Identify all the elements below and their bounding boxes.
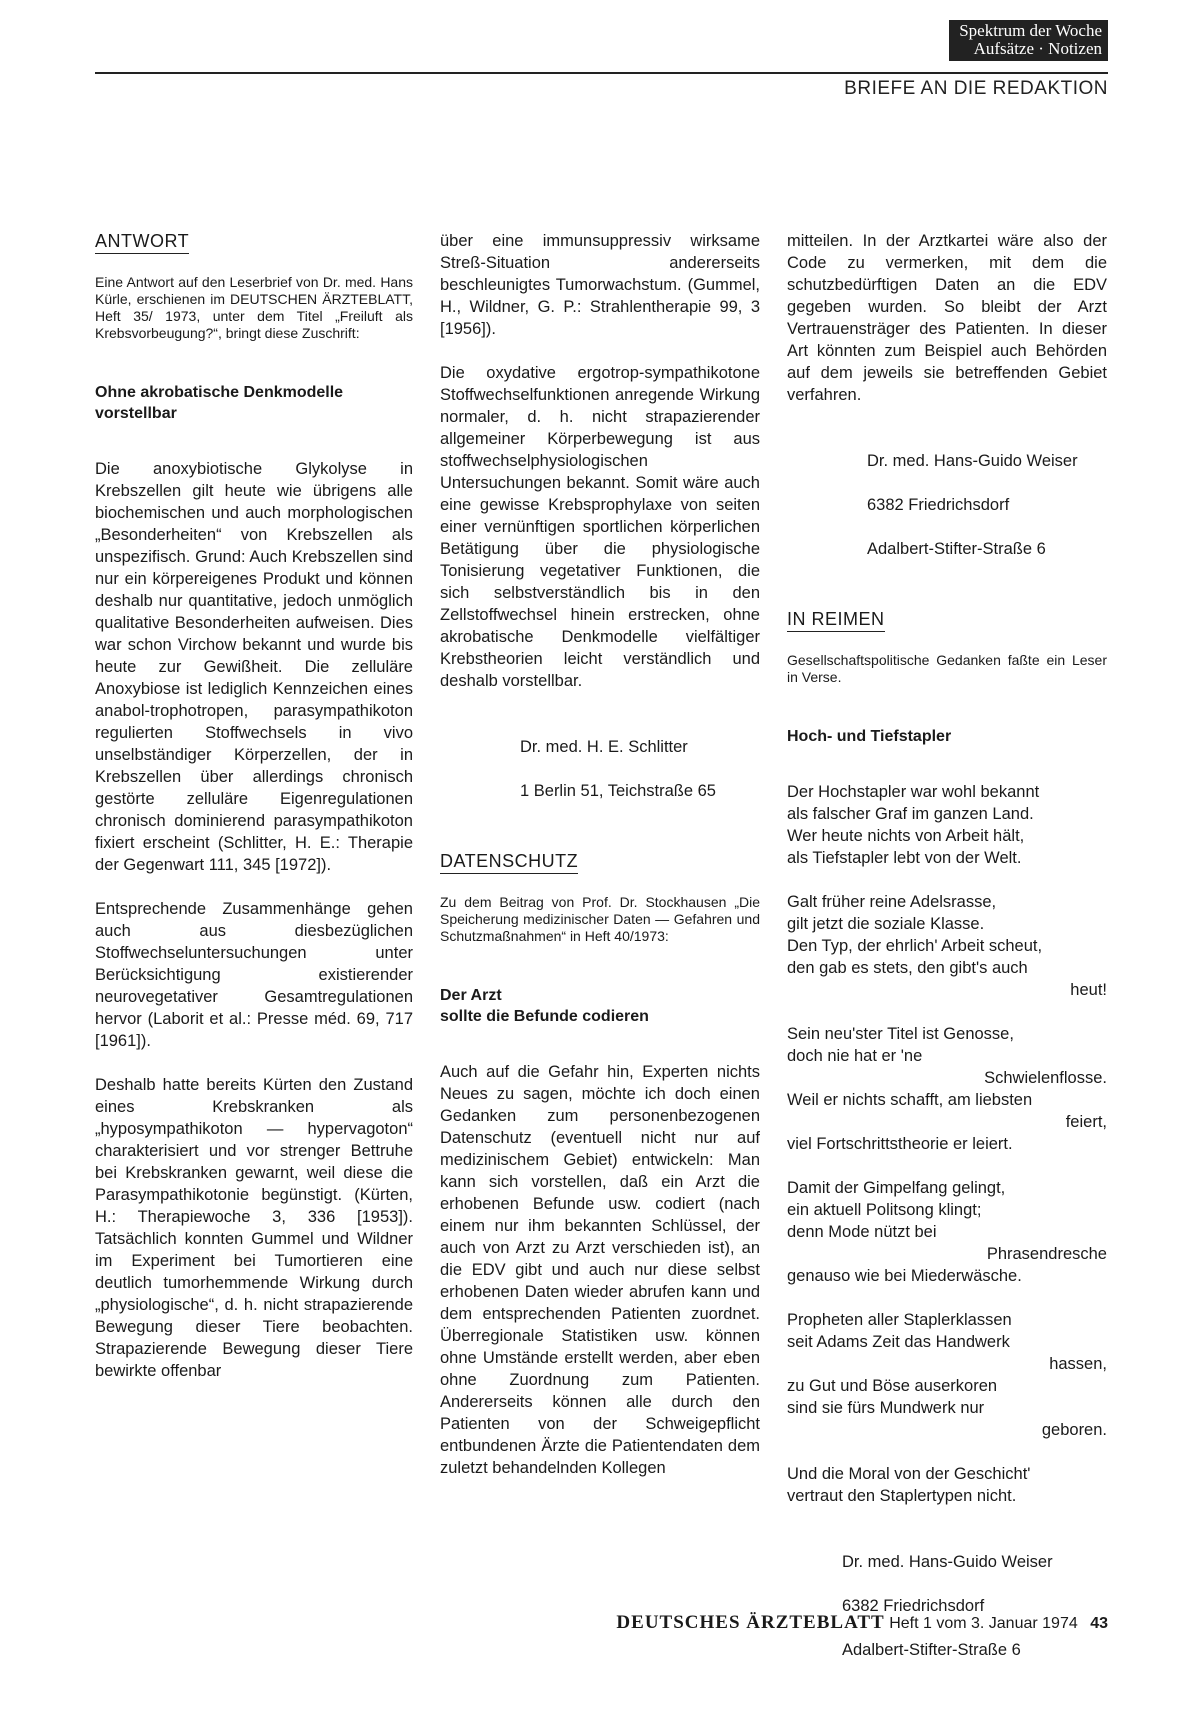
poem-line: als falscher Graf im ganzen Land. [787, 805, 1034, 823]
heading-in-reimen: IN REIMEN [787, 608, 885, 632]
poem-line: denn Mode nützt bei [787, 1223, 937, 1241]
paragraph: Entsprechende Zusammenhänge gehen auch aus diesbezüglichen Stoffwechseluntersuchungen unter Berücksichtigung existierender neurovegetativer Gesamtregulationen hervor (Laborit et al.: Presse méd. 69, 717 [1961]). [95, 900, 413, 1050]
poem-line: seit Adams Zeit das Handwerk [787, 1333, 1010, 1351]
poem-line: ein aktuell Politsong klingt; [787, 1201, 982, 1219]
signature-city: 6382 Friedrichsdorf [867, 496, 1010, 514]
poem-line: gilt jetzt die soziale Klasse. [787, 915, 985, 933]
poem-line: hassen, [1049, 1355, 1107, 1373]
poem-stanza [787, 1177, 1107, 1287]
page-footer [0, 1612, 1108, 1634]
article-title [440, 985, 760, 1027]
poem-stanza [787, 1463, 1107, 1507]
poem-line: als Tiefstapler lebt von der Welt. [787, 849, 1022, 867]
poem-line: Damit der Gimpelfang gelingt, [787, 1179, 1006, 1197]
paragraph: über eine immunsuppressiv wirksame Streß-Situation andererseits beschleunigtes Tumorwachstum. (Gummel, H., Wildner, G. P.: Strahlentherapie 99, 3 [1956]). [440, 232, 760, 338]
header-rule [95, 72, 1108, 74]
poem-line: Propheten aller Staplerklassen [787, 1311, 1012, 1329]
poem-line: doch nie hat er 'ne [787, 1047, 923, 1065]
poem-line: Weil er nichts schafft, am liebsten [787, 1091, 1033, 1109]
article-title: Ohne akrobatische Denkmodelle vorstellbar [95, 384, 344, 422]
heading-antwort: ANTWORT [95, 230, 189, 254]
intro-antwort: Eine Antwort auf den Leserbrief von Dr. med. Hans Kürle, erschienen im DEUTSCHEN ÄRZTEBLATT, Heft 35/ 1973, unter dem Titel „Freiluft als Krebsvorbeugung?“, bringt diese Zuschrift: [95, 274, 413, 341]
article-title-line: Der Arzt [440, 987, 502, 1004]
signature-street: Adalbert-Stifter-Straße 6 [867, 540, 1046, 558]
article-title-line: sollte die Befunde codieren [440, 1008, 649, 1025]
paragraph: Die anoxybiotische Glykolyse in Krebszellen gilt heute wie übrigens alle biochemischen und auch morphologischen „Besonderheiten“ von Krebszellen als unspezifisch. Grund: Auch Krebszellen sind nur ein körpereigenes Produkt und können deshalb nur quantitative, jedoch unmöglich qualitative Besonderheiten aufweisen. Dies war schon Virchow bekannt und wurde bis heute zur Gewißheit. Die zelluläre Anoxybiose ist lediglich Kennzeichen eines anabol-trophotropen, parasympathikoton regulierten Stoffwechsels in vivo unselbständiger Körperzellen, der in Krebszellen über allerdings chronisch gestörte zelluläre Eigenregulationen chronisch dominierend parasympathikoton fixiert erscheint (Schlitter, H. E.: Therapie der Gegenwart 111, 345 [1972]). [95, 460, 413, 874]
paragraph: mitteilen. In der Arztkartei wäre also der Code zu vermerken, mit dem die schutzbedürftigen Daten an die EDV gegeben wurden. So bleibt der Arzt Vertrauensträger des Patienten. In dieser Art könnten zum Beispiel auch Behörden auf dem jeweils sie betreffenden Gebiet verfahren. [787, 232, 1107, 404]
column-2 [440, 230, 760, 1501]
signature-mitze [867, 428, 1107, 582]
signature-street: Adalbert-Stifter-Straße 6 [842, 1641, 1021, 1659]
paragraph: Auch auf die Gefahr hin, Experten nichts Neues zu sagen, möchte ich doch einen Gedanken zum personenbezogenen Datenschutz (eventuell nicht nur auf medizinischem Gebiet) entwickeln: Man kann sich vorstellen, daß ein Arzt die erhobenen Befunde usw. codiert (nach einem nur ihm bekannten Schlüssel, der auch von Arzt zu Arzt verschieden ist), an die EDV gibt und auch nur diese selbst erhobenen Daten wieder abrufen kann und dem entsprechenden Patienten zuordnet. Überregionale Statistiken usw. können ohne Umstände erstellt werden, aber eben ohne Zuordnung zum Patienten. Andererseits können alle durch den Patienten von der Schweigepflicht entbundenen Ärzte die Patientendaten dem zuletzt behandelnden Kollegen [440, 1063, 760, 1477]
poem-line: sind sie fürs Mundwerk nur [787, 1399, 985, 1417]
poem-line: geboren. [1041, 1421, 1107, 1439]
badge-line-1: Spektrum der Woche [959, 21, 1102, 40]
poem-stanza [787, 1309, 1107, 1441]
poem-stanza [787, 1023, 1107, 1155]
badge-line-2: Aufsätze · Notizen [973, 39, 1102, 58]
journal-name: DEUTSCHES ÄRZTEBLATT [616, 1612, 885, 1633]
signature-weiser [842, 1529, 1107, 1683]
poem-line: Phrasendresche [986, 1245, 1107, 1263]
signature-name: Dr. med. H. E. Schlitter [520, 738, 688, 756]
signature-name: Dr. med. Hans-Guido Weiser [867, 452, 1078, 470]
poem-line: heut! [1070, 981, 1107, 999]
poem-line: Sein neu'ster Titel ist Genosse, [787, 1025, 1014, 1043]
poem-line: Schwielenflosse. [984, 1069, 1107, 1087]
signature-schlitter [520, 714, 760, 824]
poem-line: Und die Moral von der Geschicht' [787, 1465, 1031, 1483]
section-badge [949, 20, 1108, 61]
page-number: 43 [1090, 1615, 1108, 1632]
column-3 [787, 230, 1107, 1709]
poem-line: zu Gut und Böse auserkoren [787, 1377, 998, 1395]
poem-line: Galt früher reine Adelsrasse, [787, 893, 997, 911]
poem-stanza [787, 781, 1107, 869]
poem-line: vertraut den Staplertypen nicht. [787, 1487, 1017, 1505]
heading-datenschutz: DATENSCHUTZ [440, 850, 578, 874]
issue-info: Heft 1 vom 3. Januar 1974 [889, 1615, 1078, 1632]
poem-line: viel Fortschrittstheorie er leiert. [787, 1135, 1013, 1153]
paragraph: Deshalb hatte bereits Kürten den Zustand eines Krebskranken als „hyposympathikoton — hypervagoton“ charakterisiert und vor strenger Bettruhe bei Krebskranken gewarnt, weil diese die Parasympathikotonie begünstigt. (Kürten, H.: Therapiewoche 3, 336 [1953]). Tatsächlich konnten Gummel und Wildner im Experiment bei Tumortieren eine deutlich tumorhemmende Wirkung durch „physiologische“, d. h. nicht strapazierende Bewegung dieser Tiere beobachten. Strapazierende Bewegung dieser Tiere bewirkte offenbar [95, 1076, 413, 1380]
intro-in-reimen: Gesellschaftspolitische Gedanken faßte ein Leser in Verse. [787, 652, 1107, 685]
poem-line: feiert, [1065, 1113, 1107, 1131]
poem-line: Den Typ, der ehrlich' Arbeit scheut, [787, 937, 1043, 955]
article-title: Hoch- und Tiefstapler [787, 728, 952, 745]
column-1 [95, 230, 413, 1404]
signature-name: Dr. med. Hans-Guido Weiser [842, 1553, 1053, 1571]
section-label: BRIEFE AN DIE REDAKTION [844, 78, 1108, 99]
poem-line: genauso wie bei Miederwäsche. [787, 1267, 1022, 1285]
intro-datenschutz: Zu dem Beitrag von Prof. Dr. Stockhausen „Die Speicherung medizinischer Daten — Gefahren und Schutzmaßnahmen“ in Heft 40/1973: [440, 894, 760, 944]
poem-line: Wer heute nichts von Arbeit hält, [787, 827, 1025, 845]
poem-line: den gab es stets, den gibt's auch [787, 959, 1028, 977]
signature-address: 1 Berlin 51, Teichstraße 65 [520, 782, 716, 800]
poem-stanza [787, 891, 1107, 1001]
paragraph: Die oxydative ergotrop-sympathikotone Stoffwechselfunktionen anregende Wirkung normaler, d. h. nicht strapazierender allgemeiner Körperbewegung ist aus stoffwechselphysiologischen Untersuchungen bekannt. Somit wäre auch eine gewisse Krebsprophylaxe von seiten einer vernünftigen sportlichen körperlichen Betätigung über die physiologische Tonisierung vegetativer Funktionen, die sich selbstverständlich bis in den Zellstoffwechsel hinein erstrecken, ohne akrobatische Denkmodelle vielfältiger Krebstheorien leicht verständlich und deshalb vorstellbar. [440, 364, 760, 690]
poem-line: Der Hochstapler war wohl bekannt [787, 783, 1040, 801]
signature-city: 6382 Friedrichsdorf [842, 1597, 985, 1615]
